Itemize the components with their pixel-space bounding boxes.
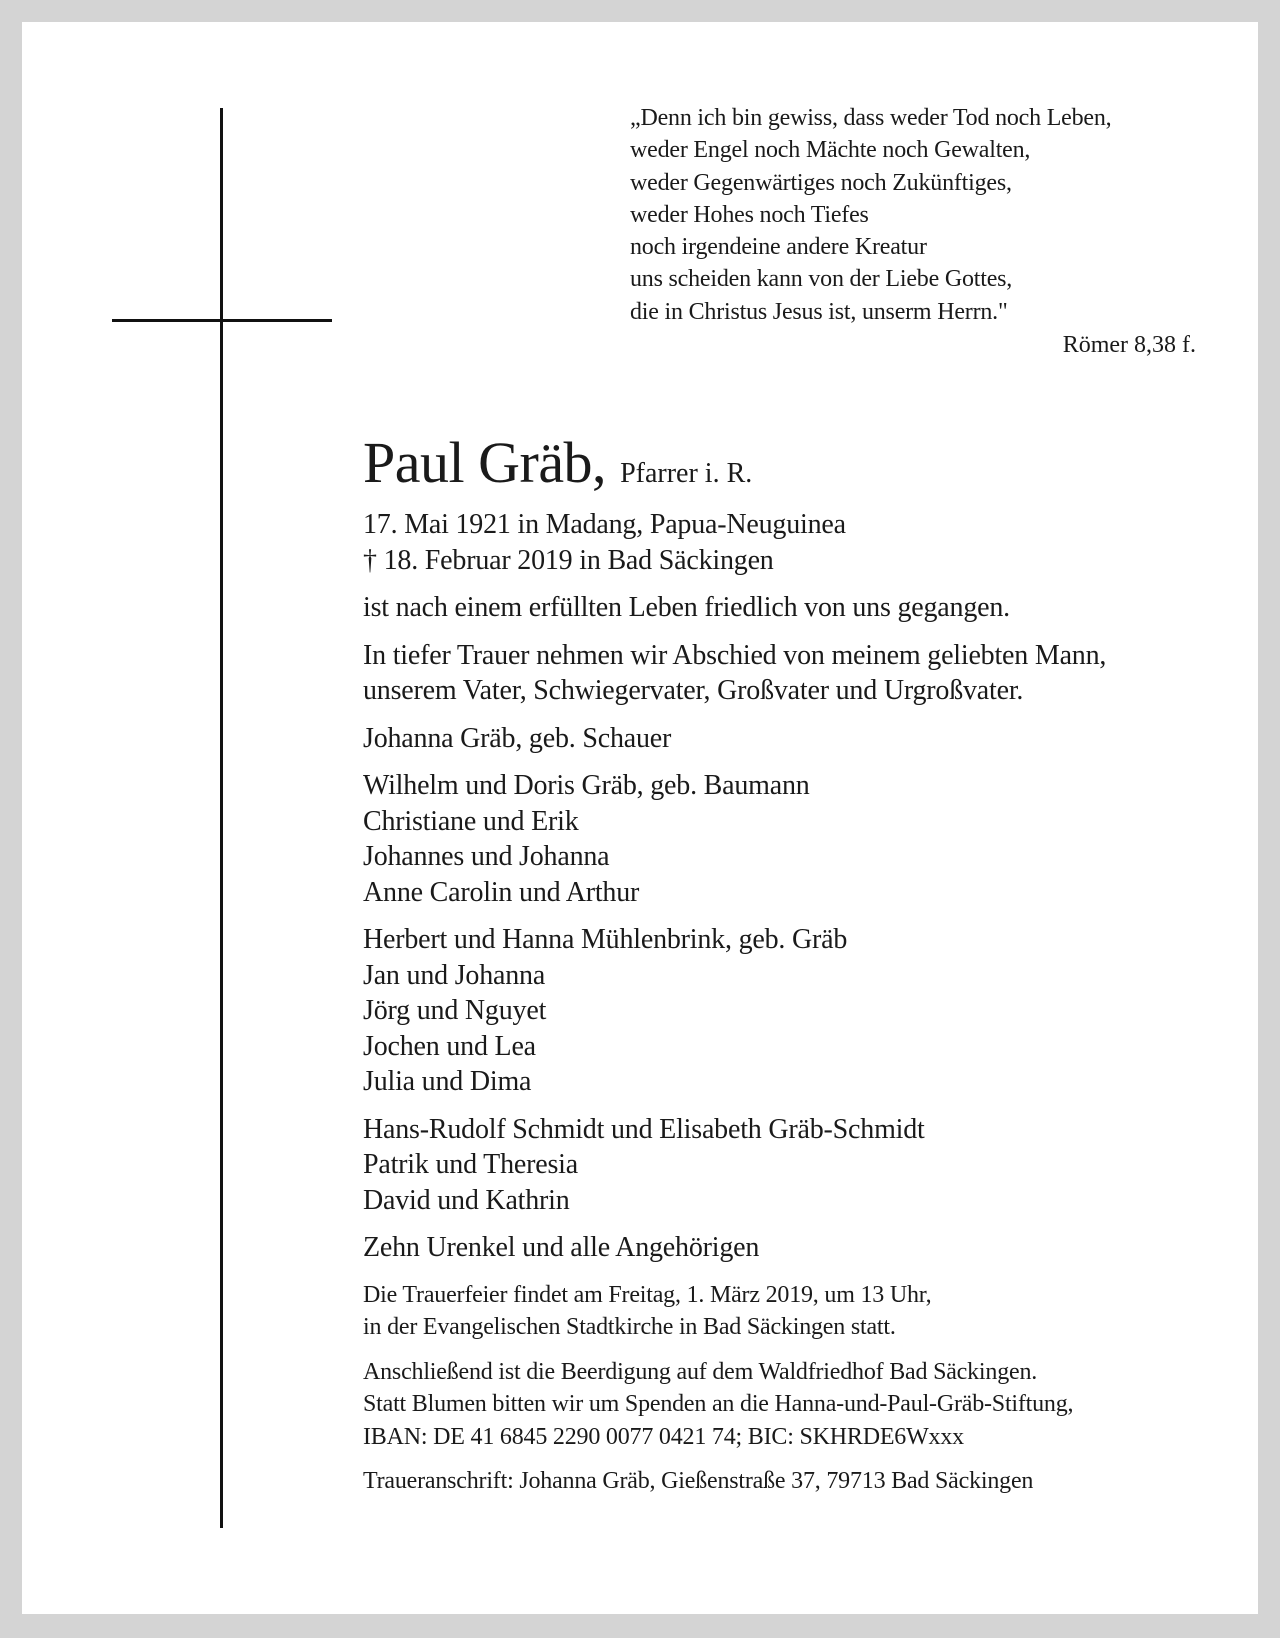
family-member: Herbert und Hanna Mühlenbrink, geb. Gräb xyxy=(363,924,848,955)
bank-details-line: IBAN: DE 41 6845 2290 0077 0421 74; BIC: SKHRDE6Wxxx xyxy=(363,1423,964,1450)
family-member: Christiane und Erik xyxy=(363,805,579,837)
service-line: in der Evangelischen Stadtkirche in Bad Säckingen statt. xyxy=(363,1314,896,1340)
statement xyxy=(363,590,1203,626)
family-member: Anne Carolin und Arthur xyxy=(363,876,640,908)
deceased-heading xyxy=(363,432,1203,505)
family-member: Jan und Johanna xyxy=(363,959,546,991)
death-line: † 18. Februar 2019 in Bad Säckingen xyxy=(363,544,774,576)
other-relatives-line: Zehn Urenkel und alle Angehörigen xyxy=(363,1232,760,1263)
family-member: Patrik und Theresia xyxy=(363,1149,578,1180)
statement-line: ist nach einem erfüllten Leben friedlich von uns gegangen. xyxy=(363,592,1010,623)
quote-line: noch irgendeine andere Kreatur xyxy=(630,234,927,261)
service-info xyxy=(363,1279,1203,1344)
quote-line: weder Engel noch Mächte noch Gewalten, xyxy=(630,137,1031,164)
other-relatives xyxy=(363,1230,1203,1266)
address-line: Traueranschrift: Johanna Gräb, Gießenstraße 37, 79713 Bad Säckingen xyxy=(363,1468,1034,1494)
burial-info xyxy=(363,1356,1203,1454)
family-group-2 xyxy=(363,922,1203,1100)
quote-source: Römer 8,38 f. xyxy=(1062,332,1196,358)
mourning-line: unserem Vater, Schwiegervater, Großvater und Urgroßvater. xyxy=(363,675,1024,706)
spouse xyxy=(363,721,1203,757)
birth-line: 17. Mai 1921 in Madang, Papua-Neuguinea xyxy=(363,509,846,540)
mourning-address xyxy=(363,1465,1203,1498)
burial-line: Anschließend ist die Beerdigung auf dem Waldfriedhof Bad Säckingen. xyxy=(363,1358,1038,1385)
deceased-title: Pfarrer i. R. xyxy=(620,458,753,489)
quote-line: die in Christus Jesus ist, unserm Herrn." xyxy=(630,298,1008,325)
mourning-line: In tiefer Trauer nehmen wir Abschied von meinem geliebten Mann, xyxy=(363,639,1107,671)
quote-line: uns scheiden kann von der Liebe Gottes, xyxy=(630,266,1013,293)
family-member: Jörg und Nguyet xyxy=(363,995,547,1026)
quote-line: „Denn ich bin gewiss, dass weder Tod noch Leben, xyxy=(630,105,1112,131)
family-member: Julia und Dima xyxy=(363,1066,532,1097)
cross-icon-horizontal-bar xyxy=(112,319,332,322)
burial-line: Statt Blumen bitten wir um Spenden an die Hanna-und-Paul-Gräb-Stiftung, xyxy=(363,1391,1074,1417)
life-dates xyxy=(363,507,1203,578)
quote-line: weder Hohes noch Tiefes xyxy=(630,201,869,228)
deceased-name: Paul Gräb, xyxy=(363,430,607,495)
family-member: Wilhelm und Doris Gräb, geb. Baumann xyxy=(363,770,810,801)
mourning-text xyxy=(363,638,1203,709)
family-group-3 xyxy=(363,1112,1203,1219)
spouse-line: Johanna Gräb, geb. Schauer xyxy=(363,722,672,754)
obituary-body xyxy=(363,432,1203,1498)
family-member: Jochen und Lea xyxy=(363,1030,536,1062)
obituary-card xyxy=(22,22,1258,1614)
family-group-1 xyxy=(363,768,1203,910)
family-member: Johannes und Johanna xyxy=(363,841,610,872)
quote-line: weder Gegenwärtiges noch Zukünftiges, xyxy=(630,169,1012,196)
service-line: Die Trauerfeier findet am Freitag, 1. März 2019, um 13 Uhr, xyxy=(363,1281,932,1308)
bible-quote xyxy=(630,102,1210,328)
family-member: Hans-Rudolf Schmidt und Elisabeth Gräb-Schmidt xyxy=(363,1113,925,1145)
family-member: David und Kathrin xyxy=(363,1184,570,1216)
